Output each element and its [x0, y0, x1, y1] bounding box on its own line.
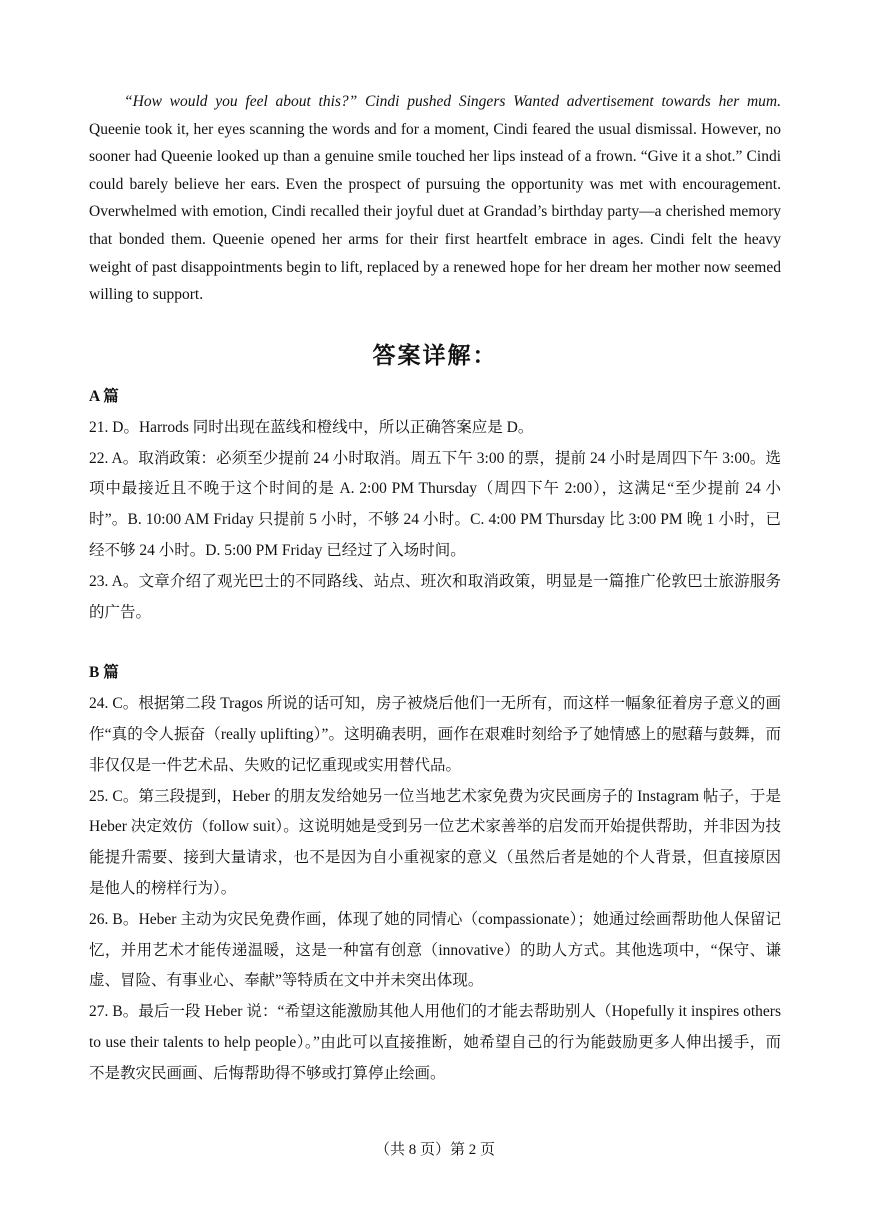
section-spacer — [89, 628, 781, 658]
section-a-title: A 篇 — [89, 388, 119, 405]
answer-item: 22. A。取消政策：必须至少提前 24 小时取消。周五下午 3:00 的票，提前 24 小时是周四下午 3:00。选项中最接近且不晚于这个时间的是 A. 2:00 PM Thursday（周四下午 2:00），这满足“至少提前 24 小时”。B. 10:00 AM Friday 只提前 5 小时，不够 24 小时。C. 4:00 PM Thursday 比 3:00 PM 晚 1 小时，已经不够 24 小时。D. 5:00 PM Friday 已经过了入场时间。 — [89, 449, 781, 559]
answers-heading: 答案详解： — [372, 343, 498, 369]
answer-item: 27. B。最后一段 Heber 说：“希望这能激励其他人用他们的才能去帮助别人（Hopefully it inspires others to use their talents to help people）。”由此可以直接推断，她希望自己的行为能鼓励更多人伸出援手，而不是教灾民画画、后悔帮助得不够或打算停止绘画。 — [89, 1003, 781, 1082]
story-text — [89, 88, 781, 309]
answer-item: 24. C。根据第二段 Tragos 所说的话可知，房子被烧后他们一无所有，而这样一幅象征着房子意义的画作“真的令人振奋（really uplifting）”。这明确表明，画作在艰难时刻给予了她情感上的慰藉与鼓舞，而非仅仅是一件艺术品、失败的记忆重现或实用替代品。 — [89, 695, 781, 774]
answer-item: 26. B。Heber 主动为灾民免费作画，体现了她的同情心（compassionate）；她通过绘画帮助他人保留记忆，并用艺术才能传递温暖，这是一种富有创意（innovative）的助人方式。其他选项中，“保守、谦虚、冒险、有事业心、奉献”等特质在文中并未突出体现。 — [89, 910, 781, 990]
page-footer: （共 8 页）第 2 页 — [374, 1142, 495, 1158]
section-b-title: B 篇 — [89, 664, 119, 682]
story-body: Queenie took it, her eyes scanning the words and for a moment, Cindi feared the usual dismissal. However, no sooner had Queenie looked up than a genuine smile touched her lips instead of a frown. “Give it a shot.” Cindi could barely believe her ears. Even the prospect of pursuing the opportunity was met with encouragement. Overwhelmed with emotion, Cindi recalled their joyful duet at Grandad’s birthday party—a cherished memory that bonded them. Queenie opened her arms for their first heartfelt embrace in ages. Cindi felt the heavy weight of past disappointments begin to lift, replaced by a renewed hope for her dream her mother now seemed willing to support. — [89, 120, 781, 304]
answer-item: 23. A。文章介绍了观光巴士的不同路线、站点、班次和取消政策，明显是一篇推广伦敦巴士旅游服务的广告。 — [89, 572, 781, 621]
answer-item: 25. C。第三段提到，Heber 的朋友发给她另一位当地艺术家免费为灾民画房子的 Instagram 帖子，于是 Heber 决定效仿（follow suit）。这说明她是受到另一位艺术家善举的启发而开始提供帮助，并非因为技能提升需要、接到大量请求，也不是因为自小重视家的意义（虽然后者是她的个人背景，但直接原因是他人的榜样行为）。 — [89, 787, 781, 897]
story-lead: “How would you feel about this?” Cindi pushed Singers Wanted advertisement towards her mum. — [124, 93, 781, 110]
answer-item: 21. D。Harrods 同时出现在蓝线和橙线中，所以正确答案应是 D。 — [89, 418, 534, 436]
answers-section — [89, 382, 781, 1090]
story-paragraph — [89, 88, 781, 309]
